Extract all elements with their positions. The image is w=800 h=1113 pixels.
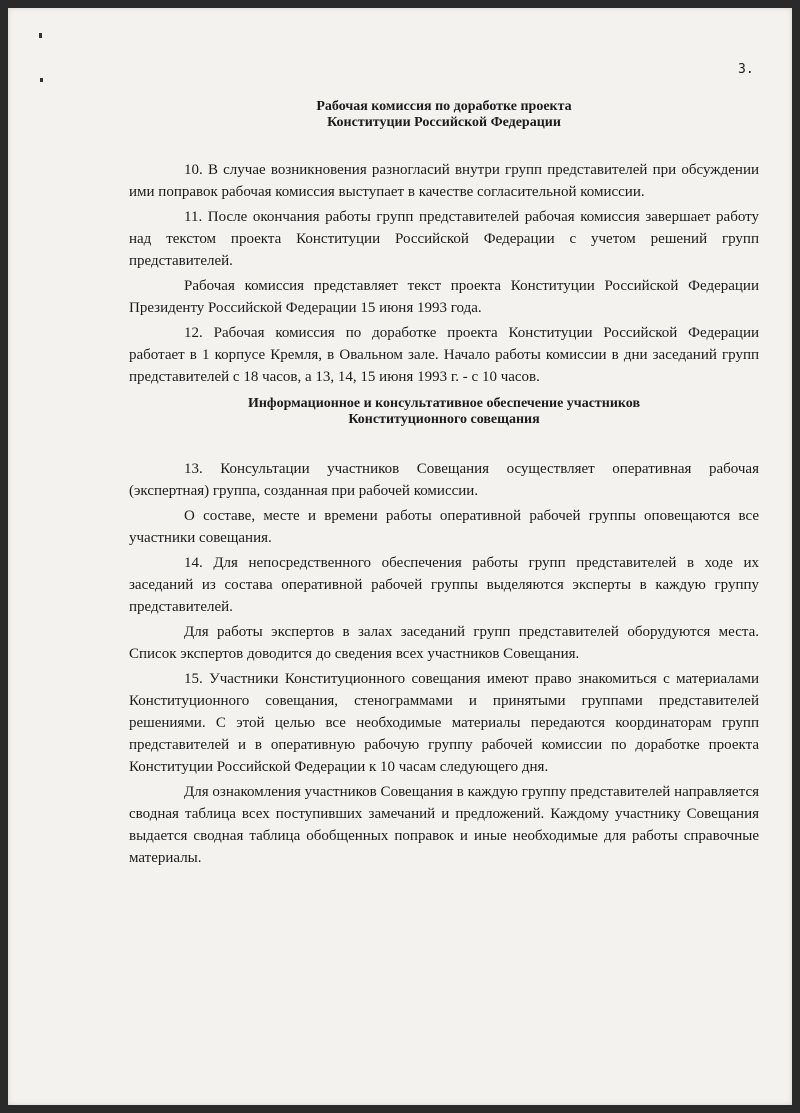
section-heading-working-commission xyxy=(129,99,759,131)
paragraph-11-continued: Рабочая комиссия представляет текст проекта Конституции Российской Федерации Президенту Российской Федерации 15 июня 1993 года. xyxy=(129,278,759,316)
paragraph-10: 10. В случае возникновения разногласий внутри групп представителей при обсуждении ими поправок рабочая комиссия выступает в качестве согласительной комиссии. xyxy=(129,162,759,200)
section-heading-information-support xyxy=(129,396,759,428)
scan-speck xyxy=(40,78,43,82)
paragraph-12: 12. Рабочая комиссия по доработке проекта Конституции Российской Федерации работает в 1 корпусе Кремля, в Овальном зале. Начало работы комиссии в дни заседаний групп представителей с 18 часов, а 13, 14, 15 июня 1993 г. - с 10 часов. xyxy=(129,325,759,385)
paragraph-13: 13. Консультации участников Совещания осуществляет оперативная рабочая (экспертная) группа, созданная при рабочей комиссии. xyxy=(129,461,759,499)
heading-line: Конституции Российской Федерации xyxy=(327,115,561,130)
scan-speck xyxy=(39,33,42,38)
paragraph-15: 15. Участники Конституционного совещания имеют право знакомиться с материалами Конституционного совещания, стенограммами и принятыми группами представителей решениями. С этой целью все необходимые материалы передаются координаторам групп представителей и в оперативную рабочую группу рабочей комиссии по доработке проекта Конституции Российской Федерации к 10 часам следующего дня. xyxy=(129,671,759,775)
paragraph-11: 11. После окончания работы групп представителей рабочая комиссия завершает работу над текстом проекта Конституции Российской Федерации с учетом решений групп представителей. xyxy=(129,209,759,269)
paragraph-14: 14. Для непосредственного обеспечения работы групп представителей в ходе их заседаний из состава оперативной рабочей группы выделяются эксперты в каждую группу представителей. xyxy=(129,555,759,615)
paragraph-15-continued: Для ознакомления участников Совещания в каждую группу представителей направляется сводная таблица всех поступивших замечаний и предложений. Каждому участнику Совещания выдается сводная таблица обобщенных поправок и иные необходимые для работы справочные материалы. xyxy=(129,784,759,866)
heading-line: Информационное и консультативное обеспечение участников xyxy=(247,396,641,411)
document-body xyxy=(129,99,759,872)
paragraph-14-continued: Для работы экспертов в залах заседаний групп представителей оборудуются места. Список экспертов доводится до сведения всех участников Совещания. xyxy=(129,624,759,662)
paragraph-13-continued: О составе, месте и времени работы оперативной рабочей группы оповещаются все участники совещания. xyxy=(129,508,759,546)
heading-line: Конституционного совещания xyxy=(348,412,540,427)
page-number: 3. xyxy=(738,62,754,77)
heading-line: Рабочая комиссия по доработке проекта xyxy=(316,99,572,114)
